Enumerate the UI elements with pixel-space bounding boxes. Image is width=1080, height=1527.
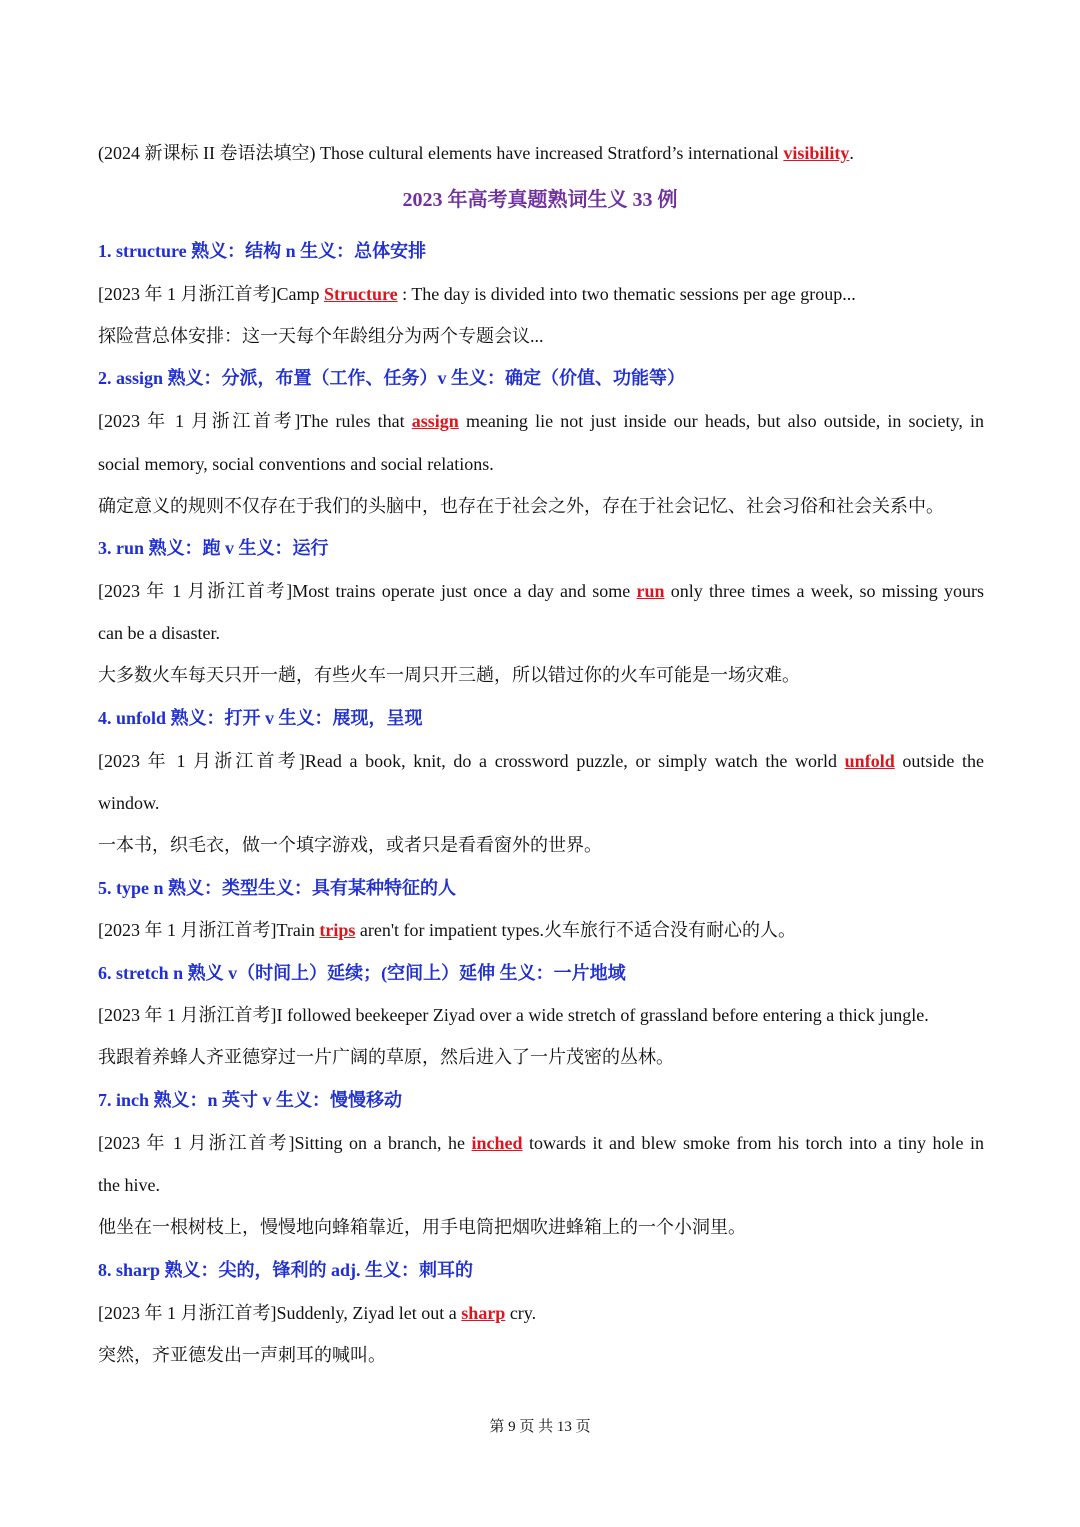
keyword: inched [471,1133,523,1153]
keyword: unfold [844,751,895,771]
intro-end: . [849,143,854,163]
entry-heading: 5. type n 熟义：类型生义：具有某种特征的人 [98,878,457,898]
example-sentence: [2023 年 1 月浙江首考]I followed beekeeper Ziyad over a wide stretch of grassland before entering a thick jungle. [98,1005,929,1025]
keyword: assign [411,411,459,431]
keyword: Structure [323,284,398,304]
translation: 他坐在一根树枝上，慢慢地向蜂箱靠近，用手电筒把烟吹进蜂箱上的一个小洞里。 [98,1217,746,1237]
section-title: 2023 年高考真题熟词生义 33 例 [402,189,678,211]
example-sentence: [2023 年 1 月浙江首考]Camp Structure : The day is divided into two thematic sessions per age group... [98,284,856,304]
keyword: sharp [461,1303,506,1323]
example-sentence-cont: the hive. [98,1175,160,1195]
example-sentence-cont: window. [98,793,160,813]
intro-text: (2024 新课标 II 卷语法填空) Those cultural elements have increased Stratford’s international [98,143,784,163]
example-sentence: [2023 年 1 月浙江首考]Train trips aren't for impatient types.火车旅行不适合没有耐心的人。 [98,920,797,940]
entry-heading: 1. structure 熟义：结构 n 生义：总体安排 [98,241,427,261]
keyword: run [636,581,665,601]
example-sentence: [2023 年 1 月浙江首考]Most trains operate just once a day and some run only three times a week, so missing yours [98,581,984,601]
example-sentence-cont: can be a disaster. [98,623,220,643]
translation: 确定意义的规则不仅存在于我们的头脑中，也存在于社会之外，存在于社会记忆、社会习俗和社会关系中。 [98,496,944,516]
intro-sentence [98,141,984,165]
example-sentence: [2023 年 1 月浙江首考]Read a book, knit, do a crossword puzzle, or simply watch the world unfold outside the [98,751,984,771]
entry-heading: 4. unfold 熟义：打开 v 生义：展现，呈现 [98,708,423,728]
translation: 一本书，织毛衣，做一个填字游戏，或者只是看看窗外的世界。 [98,835,602,855]
example-sentence: [2023 年 1 月浙江首考]The rules that assign meaning lie not just inside our heads, but also outside, in society, in [98,411,985,431]
entry-heading: 7. inch 熟义：n 英寸 v 生义：慢慢移动 [98,1090,403,1110]
keyword: visibility [783,143,850,163]
translation: 大多数火车每天只开一趟，有些火车一周只开三趟，所以错过你的火车可能是一场灾难。 [98,665,800,685]
entry-heading: 6. stretch n 熟义 v（时间上）延续；(空间上）延伸 生义：一片地域 [98,963,626,983]
page-number: 第 9 页 共 13 页 [489,1419,591,1435]
translation: 探险营总体安排：这一天每个年龄组分为两个专题会议... [98,326,544,346]
translation: 突然，齐亚德发出一声刺耳的喊叫。 [98,1345,386,1365]
keyword: trips [319,920,356,940]
example-sentence: [2023 年 1 月浙江首考]Sitting on a branch, he inched towards it and blew smoke from his torch into a tiny hole in [98,1133,984,1153]
example-sentence-cont: social memory, social conventions and social relations. [98,454,494,474]
translation: 我跟着养蜂人齐亚德穿过一片广阔的草原，然后进入了一片茂密的丛林。 [98,1047,674,1067]
entry-heading: 3. run 熟义：跑 v 生义：运行 [98,538,329,558]
entry-heading: 2. assign 熟义：分派，布置（工作、任务）v 生义：确定（价值、功能等） [98,368,686,388]
entry-heading: 8. sharp 熟义：尖的，锋利的 adj. 生义：刺耳的 [98,1260,474,1280]
example-sentence: [2023 年 1 月浙江首考]Suddenly, Ziyad let out a sharp cry. [98,1303,537,1323]
